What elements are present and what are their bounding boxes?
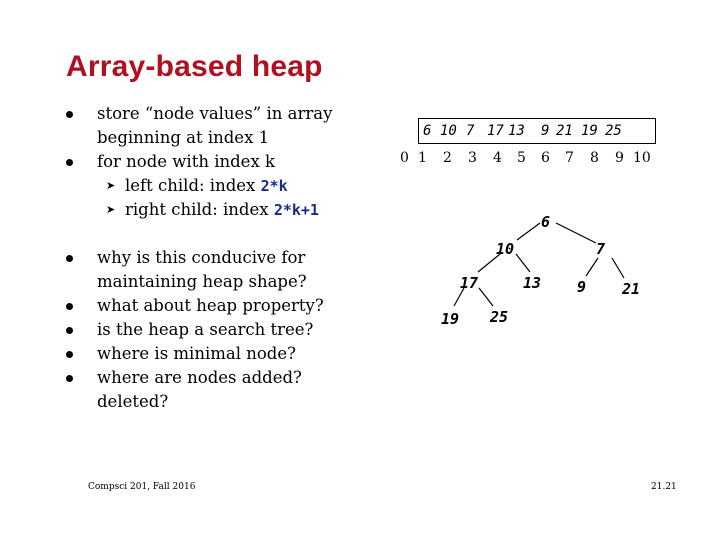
bullet-line: where are nodes added? bbox=[97, 368, 302, 387]
bullet-line: for node with index k bbox=[97, 152, 275, 171]
bullet-line: is the heap a search tree? bbox=[97, 320, 314, 339]
arrow-bullet-icon: ➤ bbox=[106, 203, 116, 216]
page-number: 21.21 bbox=[651, 482, 677, 492]
tree-node: 7 bbox=[596, 240, 606, 258]
array-cell: 10 bbox=[440, 123, 457, 139]
tree-node: 9 bbox=[577, 278, 587, 296]
slide-footer: Compsci 201, Fall 2016 bbox=[88, 482, 196, 492]
tree-edge bbox=[479, 288, 493, 306]
array-index: 8 bbox=[590, 150, 599, 166]
array-index: 5 bbox=[517, 150, 526, 166]
array-cell: 7 bbox=[466, 123, 475, 139]
tree-node: 19 bbox=[441, 310, 460, 328]
bullet-line: what about heap property? bbox=[97, 296, 324, 315]
tree-edge bbox=[586, 258, 598, 276]
bullet-line: maintaining heap shape? bbox=[97, 272, 307, 291]
array-cell: 13 bbox=[508, 123, 525, 139]
array-index: 9 bbox=[615, 150, 624, 166]
tree-node: 13 bbox=[523, 274, 542, 292]
bullet-line: where is minimal node? bbox=[97, 344, 296, 363]
tree-edge bbox=[516, 254, 530, 272]
array-index: 7 bbox=[565, 150, 574, 166]
array-index: 1 bbox=[418, 150, 427, 166]
sub-bullet-text: right child: index bbox=[125, 200, 274, 219]
array-index: 6 bbox=[541, 150, 550, 166]
tree-node: 10 bbox=[496, 240, 515, 258]
sub-bullet-text: left child: index bbox=[125, 176, 261, 195]
bullet-line: why is this conducive for bbox=[97, 248, 306, 267]
array-index: 4 bbox=[493, 150, 502, 166]
bullet-line: beginning at index 1 bbox=[97, 128, 270, 147]
tree-edge bbox=[556, 223, 596, 243]
array-index: 3 bbox=[468, 150, 477, 166]
arrow-bullet-icon: ➤ bbox=[106, 179, 116, 192]
array-index: 0 bbox=[400, 150, 409, 166]
array-cell: 19 bbox=[581, 123, 598, 139]
array-cell: 25 bbox=[605, 123, 622, 139]
array-cell: 21 bbox=[556, 123, 573, 139]
code-expression: 2*k+1 bbox=[273, 201, 319, 219]
bullet-line: deleted? bbox=[97, 392, 169, 411]
tree-node: 17 bbox=[460, 274, 479, 292]
tree-edge bbox=[517, 223, 540, 240]
bullet-line: store “node values” in array bbox=[97, 104, 333, 123]
array-cell: 6 bbox=[423, 123, 432, 139]
tree-node: 21 bbox=[622, 280, 641, 298]
array-cell: 9 bbox=[541, 123, 550, 139]
array-index: 10 bbox=[633, 150, 651, 166]
tree-node: 25 bbox=[490, 308, 509, 326]
tree-node: 6 bbox=[541, 213, 551, 231]
array-index: 2 bbox=[443, 150, 452, 166]
code-expression: 2*k bbox=[260, 177, 288, 195]
tree-edge bbox=[612, 258, 624, 278]
array-cell: 17 bbox=[487, 123, 504, 139]
slide-title: Array-based heap bbox=[66, 50, 323, 83]
